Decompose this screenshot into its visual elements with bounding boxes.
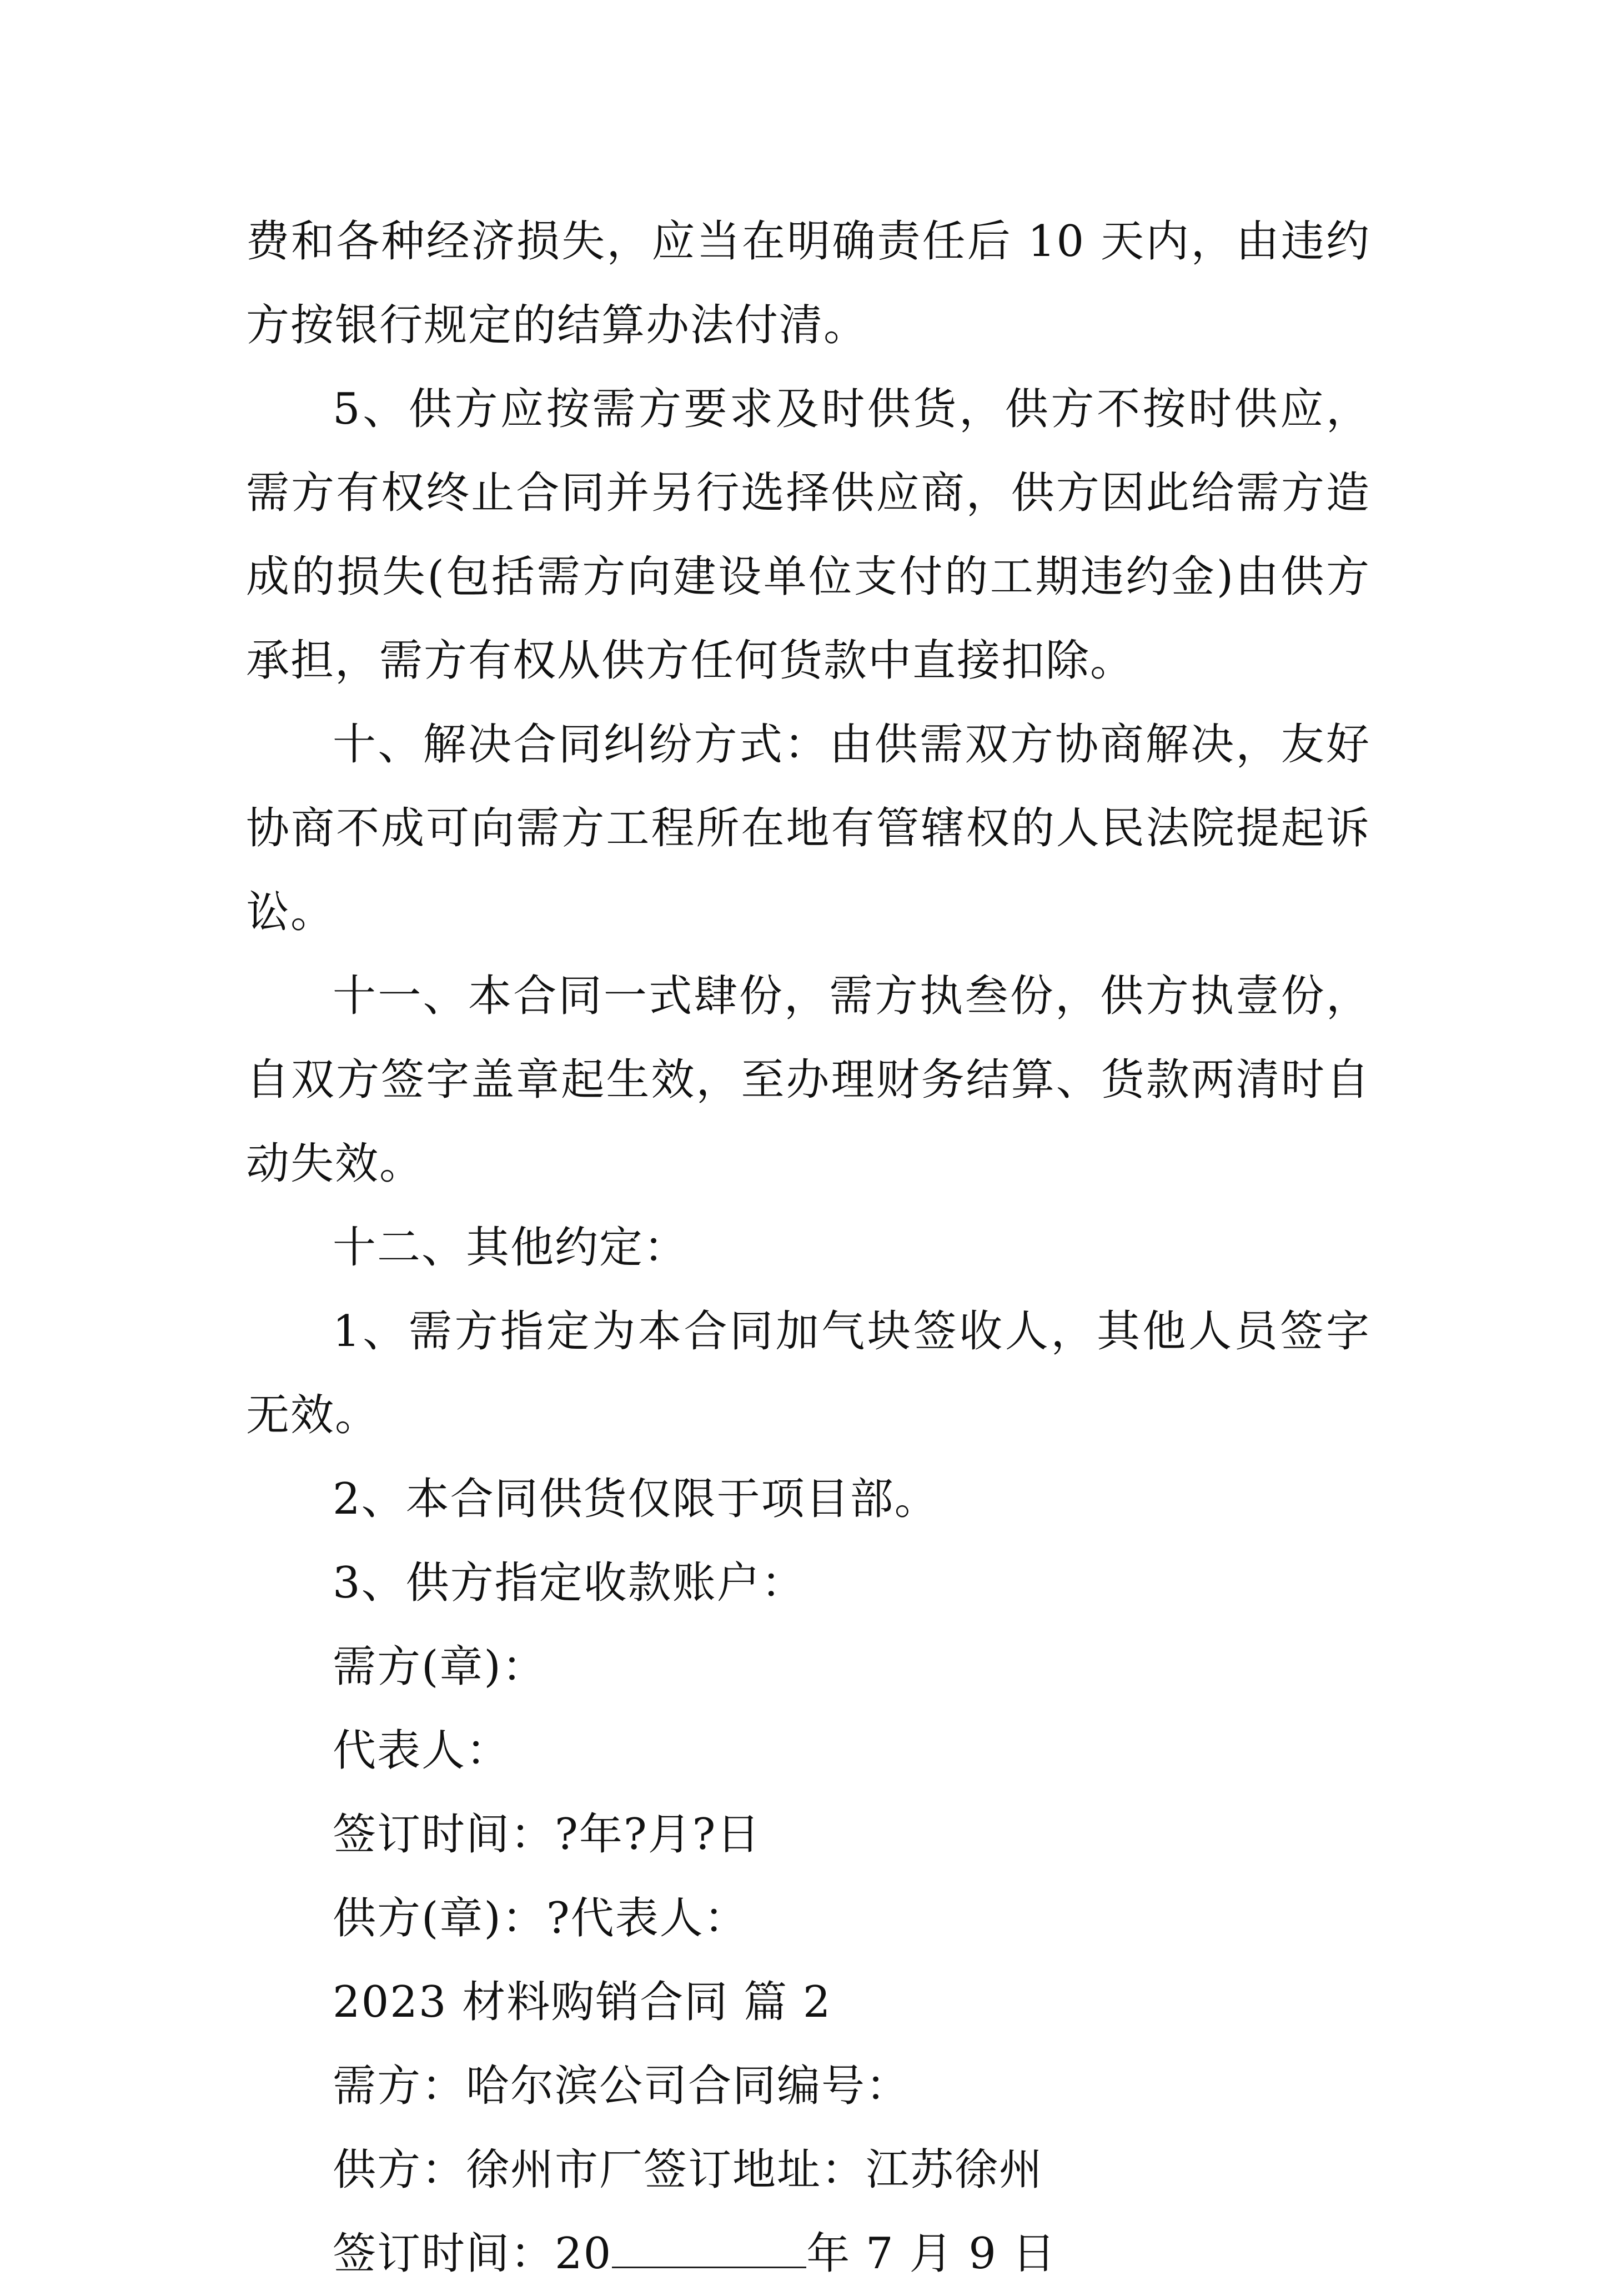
paragraph-item-2-scope: 2、本合同供货仅限于项目部。 (333, 1474, 939, 1524)
paragraph-clause-12-heading: 十二、其他约定： (333, 1223, 689, 1273)
signing-time-line (246, 2212, 1370, 2296)
supplier-address-line: 供方：徐州市厂签订地址：江苏徐州 (333, 2145, 1044, 2195)
paragraph-clause-5-supply: 5、供方应按需方要求及时供货，供方不按时供应，需方有权终止合同并另行选择供应商，供方因此给需方造成的损失(包括需方向建设单位支付的工期违约金)由供方承担，需方有权从供方任何货款中直接扣除。 (246, 384, 1370, 686)
signing-time-prefix: 签订时间：20 (333, 2229, 612, 2279)
signing-date-line: 签订时间：?年?月?日 (333, 1810, 761, 1860)
paragraph-clause-11-copies: 十一、本合同一式肆份，需方执叁份，供方执壹份，自双方签字盖章起生效，至办理财务结算、货款两清时自动失效。 (246, 971, 1370, 1189)
date-blank-field (612, 2228, 806, 2268)
signing-time-suffix: 年 7 月 9 日 (806, 2229, 1057, 2279)
paragraph-clause-10-disputes: 十、解决合同纠纷方式：由供需双方协商解决，友好协商不成可向需方工程所在地有管辖权的人民法院提起诉讼。 (246, 720, 1370, 937)
section-title-part-2: 2023 材料购销合同 篇 2 (333, 1977, 832, 2027)
buyer-seal-line: 需方(章)： (333, 1642, 546, 1692)
supplier-seal-line: 供方(章)：?代表人： (333, 1893, 749, 1943)
buyer-contract-number-line: 需方：哈尔滨公司合同编号： (333, 2061, 911, 2111)
representative-line: 代表人： (333, 1726, 511, 1776)
paragraph-item-1-signee: 1、需方指定为本合同加气块签收人，其他人员签字无效。 (246, 1307, 1370, 1440)
contract-text (246, 200, 1370, 2296)
paragraph-liability-payment: 费和各种经济损失，应当在明确责任后 10 天内，由违约方按银行规定的结算办法付清。 (246, 217, 1370, 350)
paragraph-item-3-account: 3、供方指定收款账户： (333, 1558, 806, 1608)
